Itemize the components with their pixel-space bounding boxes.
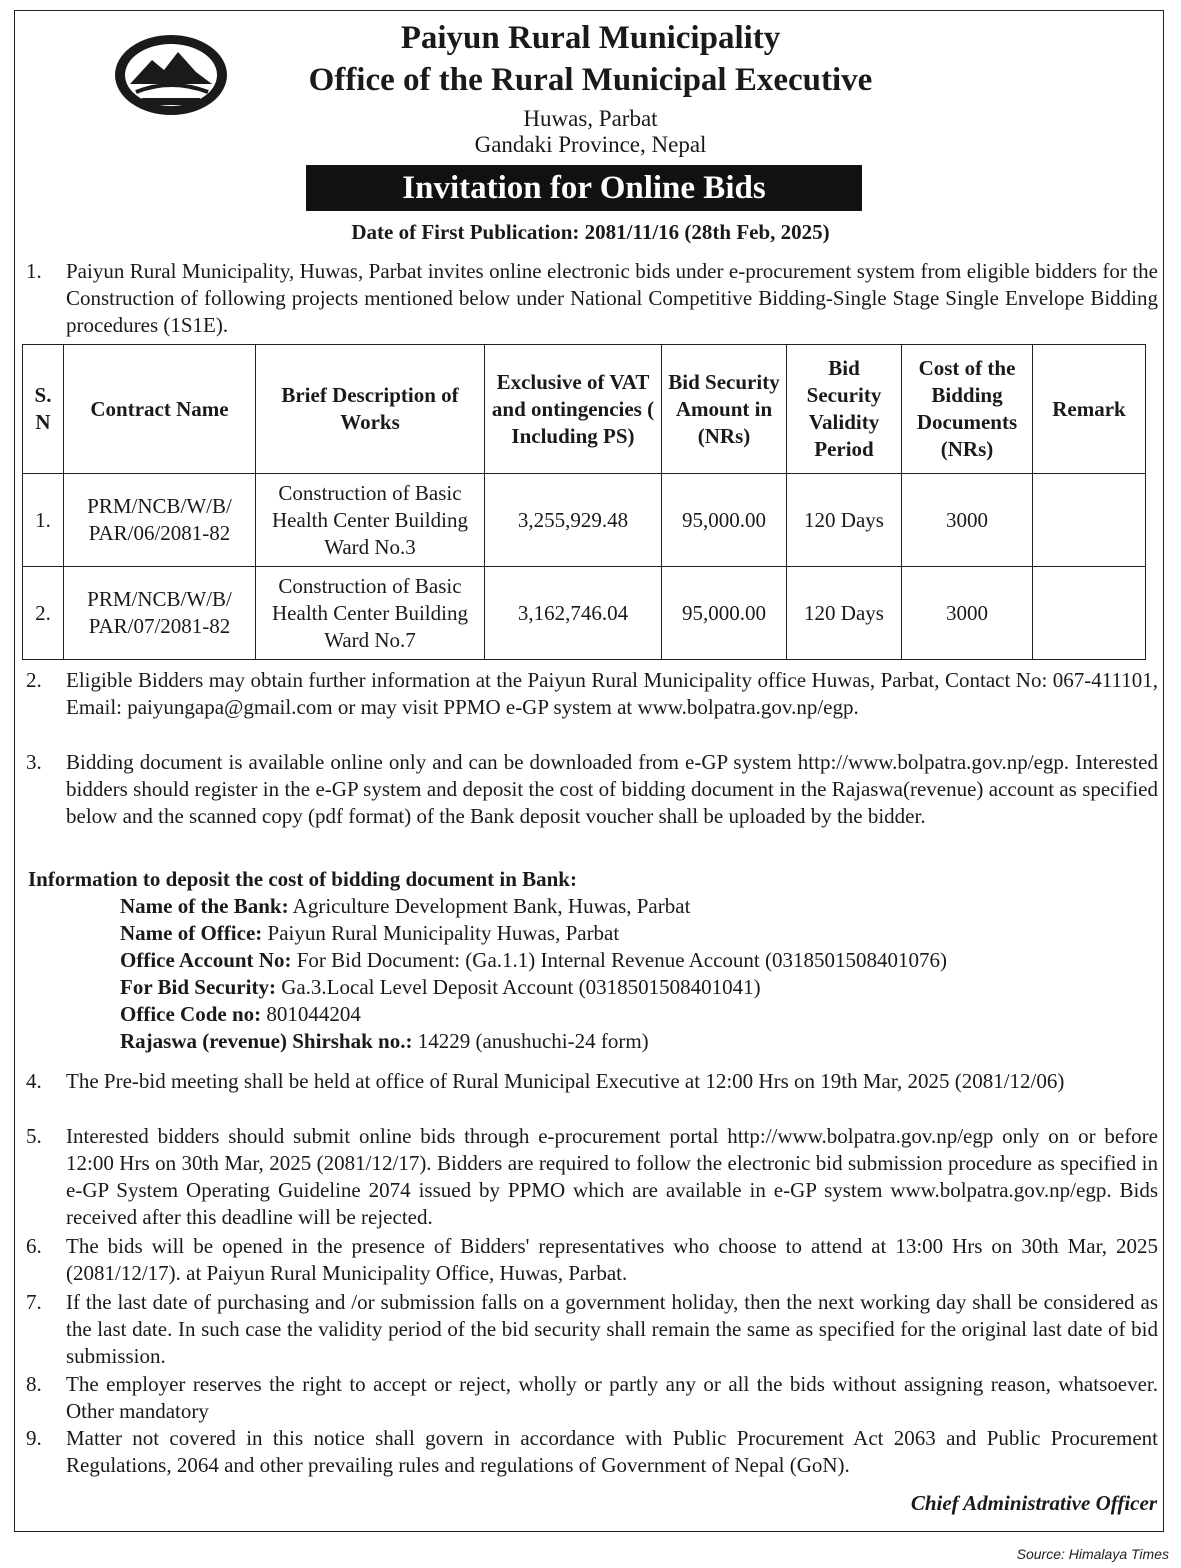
notice-title: Invitation for Online Bids xyxy=(306,165,862,211)
bank-line-value: 14229 (anushuchi-24 form) xyxy=(412,1029,649,1053)
cell-bid-security: 95,000.00 xyxy=(662,474,787,567)
item-text: Matter not covered in this notice shall govern in accordance with Public Procurement Act 2063 and Public Procurement Regulations, 2064 and other prevailing rules and regulations of Government of Nepal (GoN). xyxy=(66,1426,1158,1477)
item-number: 8. xyxy=(26,1372,42,1396)
bank-line xyxy=(120,974,947,1001)
cell-sn: 1. xyxy=(23,474,64,567)
bank-line-label: Office Code no: xyxy=(120,1002,262,1026)
col-estimate: Exclusive of VAT and ontingencies ( Including PS) xyxy=(485,345,662,474)
col-validity: Bid Security Validity Period xyxy=(787,345,902,474)
item-text: The Pre-bid meeting shall be held at office of Rural Municipal Executive at 12:00 Hrs on 19th Mar, 2025 (2081/12/06) xyxy=(66,1069,1065,1093)
col-doc-cost: Cost of the Bidding Documents (NRs) xyxy=(902,345,1033,474)
cell-estimate: 3,162,746.04 xyxy=(485,567,662,660)
cell-bid-security: 95,000.00 xyxy=(662,567,787,660)
cell-remark xyxy=(1033,567,1146,660)
bank-line xyxy=(120,920,947,947)
item-number: 2. xyxy=(26,668,42,692)
bank-line xyxy=(120,893,947,920)
item-text: Eligible Bidders may obtain further information at the Paiyun Rural Municipality office Huwas, Parbat, Contact No: 067-411101, Email: paiyungapa@gmail.com or may visit PPMO e-GP system at www.bolpatra.gov.np/egp. xyxy=(66,668,1158,719)
office-location: Huwas, Parbat xyxy=(523,106,658,131)
item-text: Paiyun Rural Municipality, Huwas, Parbat invites online electronic bids under e-procurement system from eligible bidders for the Construction of following projects mentioned below under National Competitive Bidding-Single Stage Single Envelope Bidding procedures (1S1E). xyxy=(66,259,1158,337)
bank-line-value: Agriculture Development Bank, Huwas, Parbat xyxy=(288,894,691,918)
cell-contract-name: PRM/NCB/W/B/ PAR/07/2081-82 xyxy=(64,567,256,660)
item-2 xyxy=(26,667,1158,721)
signatory-title: Chief Administrative Officer xyxy=(910,1491,1157,1515)
col-bid-security: Bid Security Amount in (NRs) xyxy=(662,345,787,474)
item-9 xyxy=(26,1425,1158,1479)
bank-line-value: Paiyun Rural Municipality Huwas, Parbat xyxy=(262,921,620,945)
office-name: Office of the Rural Municipal Executive xyxy=(308,62,873,98)
cell-contract-name: PRM/NCB/W/B/ PAR/06/2081-82 xyxy=(64,474,256,567)
item-text: The bids will be opened in the presence of Bidders' representatives who choose to attend at 13:00 Hrs on 30th Mar, 2025 (2081/12/17). at Paiyun Rural Municipality Office, Huwas, Parbat. xyxy=(66,1234,1158,1285)
table-header-row xyxy=(23,345,1146,474)
item-number: 6. xyxy=(26,1234,42,1258)
publication-date: Date of First Publication: 2081/11/16 (28th Feb, 2025) xyxy=(351,220,830,244)
item-text: The employer reserves the right to accept or reject, wholly or partly any or all the bids without assigning reason, whatsoever. Other mandatory xyxy=(66,1372,1158,1423)
bank-line-label: Office Account No: xyxy=(120,948,292,972)
item-3 xyxy=(26,749,1158,830)
item-7 xyxy=(26,1289,1158,1370)
col-remark: Remark xyxy=(1033,345,1146,474)
bank-line xyxy=(120,947,947,974)
item-4 xyxy=(26,1068,1158,1095)
cell-doc-cost: 3000 xyxy=(902,567,1033,660)
col-sn: S. N xyxy=(23,345,64,474)
item-text: Bidding document is available online only and can be downloaded from e-GP system http://www.bolpatra.gov.np/egp. Interested bidders should register in the e-GP system and deposit the cost of bidding document in the Rajaswa(revenue) account as specified below and the scanned copy (pdf format) of the Bank deposit voucher shall be uploaded by the bidder. xyxy=(66,750,1158,828)
item-number: 5. xyxy=(26,1124,42,1148)
item-number: 9. xyxy=(26,1426,42,1450)
item-number: 7. xyxy=(26,1290,42,1314)
cell-remark xyxy=(1033,474,1146,567)
bank-info xyxy=(28,866,947,1055)
item-number: 1. xyxy=(26,259,42,283)
bank-line xyxy=(120,1028,947,1055)
bank-line-value: Ga.3.Local Level Deposit Account (0318501508401041) xyxy=(275,975,761,999)
cell-sn: 2. xyxy=(23,567,64,660)
item-text: If the last date of purchasing and /or submission falls on a government holiday, then the next working day shall be considered as the last date. In such case the validity period of the bid security shall remain the same as specified for the original last date of bid submission. xyxy=(66,1290,1158,1368)
bank-line-value: For Bid Document: (Ga.1.1) Internal Revenue Account (0318501508401076) xyxy=(291,948,948,972)
item-text: Interested bidders should submit online bids through e-procurement portal http://www.bolpatra.gov.np/egp only on or before 12:00 Hrs on 30th Mar, 2025 (2081/12/17). Bidders are required to follow the electronic bid submission procedure as specified in e-GP System Operating Guideline 2074 issued by PPMO which are available in e-GP system www.bolpatra.gov.np/egp. Bids received after this deadline will be rejected. xyxy=(66,1124,1158,1229)
item-5 xyxy=(26,1123,1158,1231)
bank-line xyxy=(120,1001,947,1028)
table-row xyxy=(23,567,1146,660)
bank-line-label: Name of Office: xyxy=(120,921,263,945)
bank-line-label: Rajaswa (revenue) Shirshak no.: xyxy=(120,1029,413,1053)
office-province: Gandaki Province, Nepal xyxy=(474,132,707,157)
cell-estimate: 3,255,929.48 xyxy=(485,474,662,567)
table-row xyxy=(23,474,1146,567)
org-name: Paiyun Rural Municipality xyxy=(400,20,781,56)
bank-line-value: 801044204 xyxy=(261,1002,361,1026)
item-number: 3. xyxy=(26,750,42,774)
source-credit: Source: Himalaya Times xyxy=(1016,1546,1169,1562)
col-contract-name: Contract Name xyxy=(64,345,256,474)
bank-line-label: Name of the Bank: xyxy=(120,894,289,918)
item-6 xyxy=(26,1233,1158,1287)
item-8 xyxy=(26,1371,1158,1425)
bank-info-title: Information to deposit the cost of bidding document in Bank: xyxy=(28,867,577,891)
bank-line-label: For Bid Security: xyxy=(120,975,276,999)
bids-table xyxy=(22,344,1146,660)
cell-description: Construction of Basic Health Center Building Ward No.7 xyxy=(256,567,485,660)
cell-validity: 120 Days xyxy=(787,474,902,567)
col-description: Brief Description of Works xyxy=(256,345,485,474)
item-number: 4. xyxy=(26,1069,42,1093)
cell-doc-cost: 3000 xyxy=(902,474,1033,567)
cell-description: Construction of Basic Health Center Building Ward No.3 xyxy=(256,474,485,567)
cell-validity: 120 Days xyxy=(787,567,902,660)
intro-paragraph xyxy=(26,258,1158,339)
